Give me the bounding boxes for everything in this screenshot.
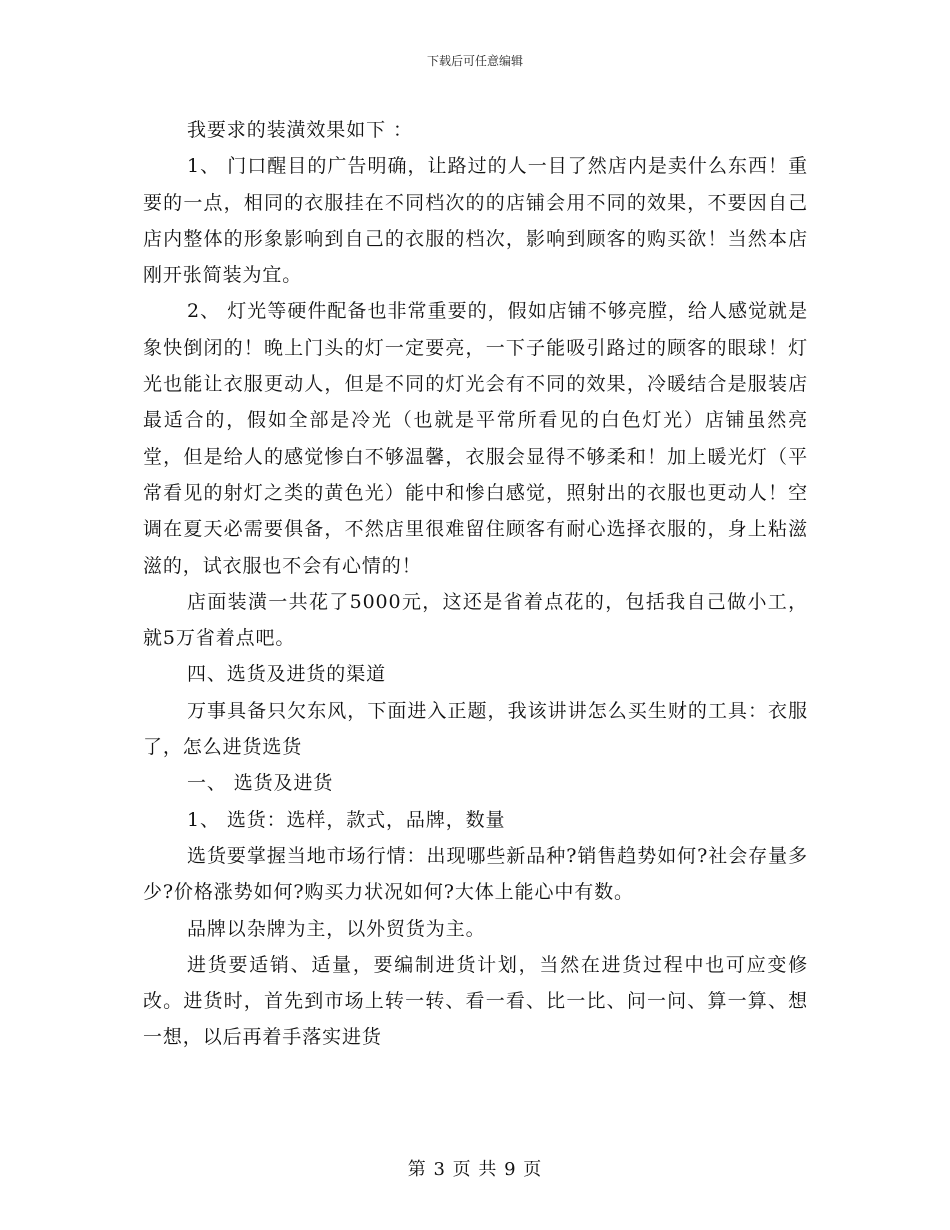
paragraph-brand: 品牌以杂牌为主，以外贸货为主。: [187, 917, 486, 940]
page-number: 第 3 页 共 9 页: [407, 1159, 543, 1180]
paragraph-decoration-intro: 我要求的装潢效果如下 ：: [187, 119, 413, 141]
paragraph-lighting: 2、 灯光等硬件配备也非常重要的，假如店铺不够亮膛，给人感觉就是象快倒闭的！晚上门头的灯一定要亮，一下子能吸引路过的顾客的眼球！灯光也能让衣服更动人，但是不同的灯光会有不同的效果，冷暖结合是服装店最适合的，假如全部是冷光（也就是平常所看见的白色灯光）店铺虽然亮堂，但是给人的感觉惨白不够温馨，衣服会显得不够柔和！加上暖光灯（平常看见的射灯之类的黄色光）能中和惨白感觉，照射出的衣服也更动人！空调在夏天必需要俱备，不然店里很难留住顾客有耐心选择衣服的，身上粘滋滋的，试衣服也不会有心情的！: [143, 300, 808, 577]
paragraph-signage: 1、 门口醒目的广告明确，让路过的人一目了然店内是卖什么东西！重要的一点，相同的衣服挂在不同档次的的店铺会用不同的效果，不要因自己店内整体的形象影响到自己的衣服的档次，影响到顾客的购买欲！当然本店刚开张简装为宜。: [143, 155, 808, 287]
document-body: [143, 112, 808, 1056]
paragraph-market-research: 选货要掌握当地市场行情：出现哪些新品种?销售趋势如何?社会存量多少?价格涨势如何?购买力状况如何?大体上能心中有数。: [143, 844, 808, 904]
page-header: 下载后可任意编辑: [426, 54, 523, 68]
paragraph-decoration-cost: 店面装潢一共花了5000元，这还是省着点花的，包括我自己做小工，就5万省着点吧。: [143, 590, 808, 650]
paragraph-purchase-plan: 进货要适销、适量，要编制进货计划，当然在进货过程中也可应变修改。进货时，首先到市场上转一转、看一看、比一比、问一问、算一算、想一想，以后再着手落实进货: [143, 953, 808, 1049]
paragraph-sourcing-intro: 万事具备只欠东风，下面进入正题，我该讲讲怎么买生财的工具：衣服了，怎么进货选货: [143, 699, 808, 759]
subheading-selection-items: 1、 选货：选样，款式，品牌，数量: [187, 808, 506, 831]
section-heading-sourcing: 四、选货及进货的渠道: [187, 663, 387, 686]
subheading-selection: 一、 选货及进货: [187, 772, 334, 795]
